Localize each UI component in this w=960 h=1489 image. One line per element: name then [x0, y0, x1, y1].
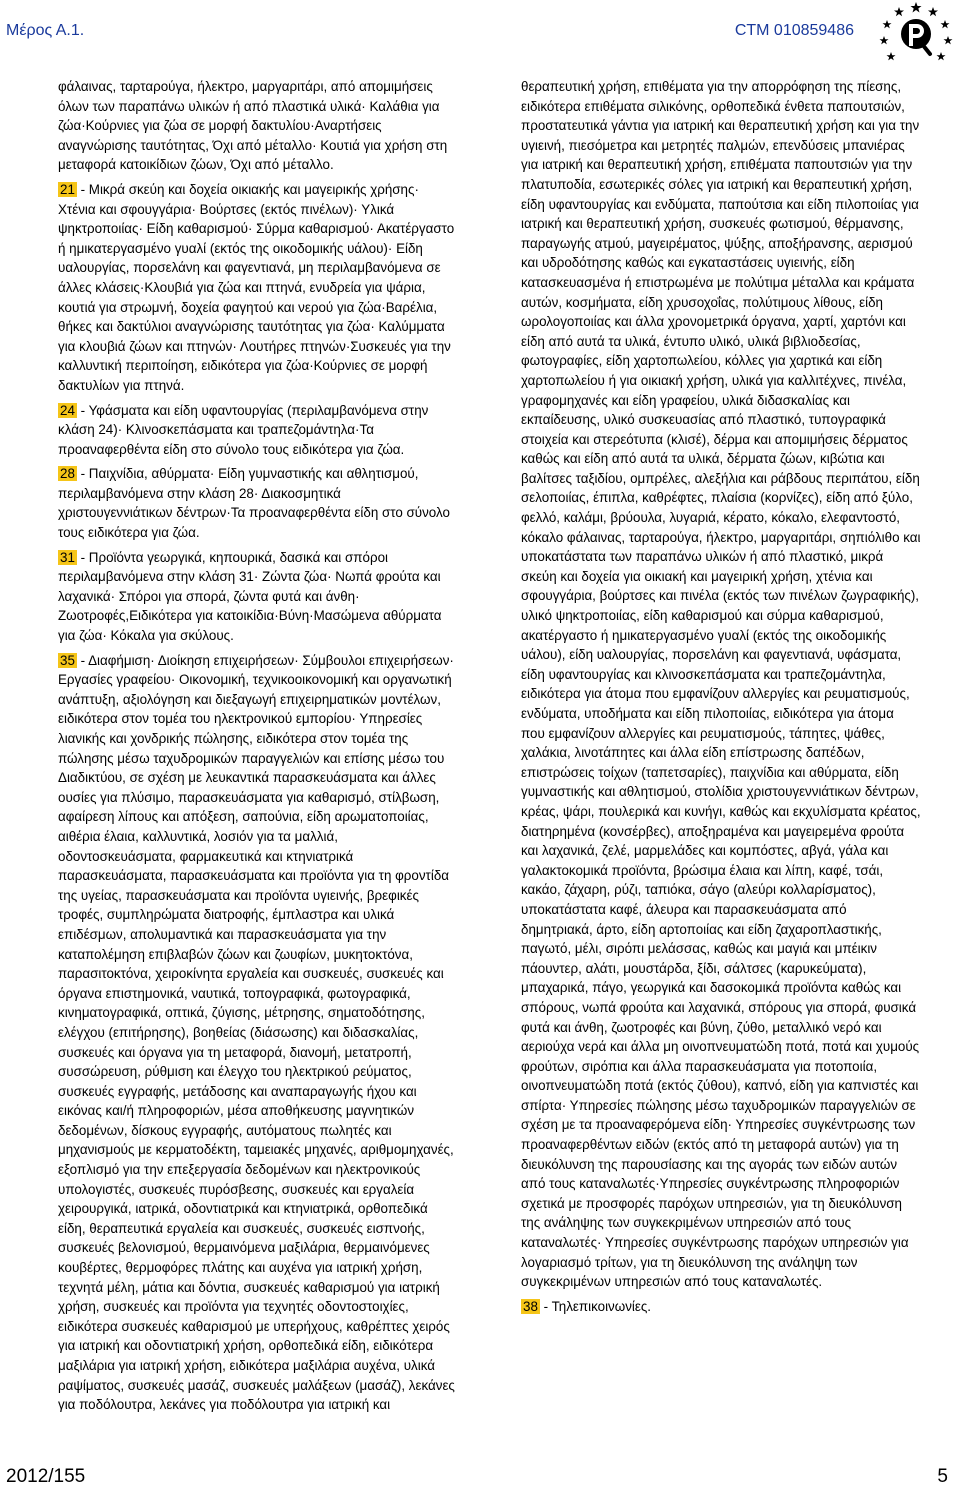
class-24-paragraph: [58, 401, 458, 460]
class-38-text: - Τηλεπικοινωνίες.: [539, 1298, 652, 1314]
class-38-number: 38: [523, 1298, 538, 1314]
paragraph-continuation: φάλαινας, ταρταρούγα, ήλεκτρο, μαργαριτάρι, από απομιμήσεις όλων των παραπάνω υλικών ή από πλαστικά υλικά· Καλάθια για ζώα·Κούρνιες για ζώα σε μορφή δακτυλίου·Αναρτήσεις αναγνώρισης ταυτότητας, Όχι από μέταλλο· Κουτιά για χρήση στη μεταφορά κατοικίδιων ζώων, Όχι από μέταλλο.: [58, 79, 448, 173]
class-24-text: - Υφάσματα και είδη υφαντουργίας (περιλαμβανόμενα στην κλάση 24)· Κλινοσκεπάσματα και τραπεζομάντηλα·Τα προαναφερθέντα είδη στο σύνολο τους ειδικότερα για ζώα.: [58, 402, 429, 457]
right-column: [521, 77, 921, 1321]
class-28-paragraph: [58, 464, 458, 542]
class-38-paragraph: [521, 1297, 921, 1317]
class-35-text: - Διαφήμιση· Διοίκηση επιχειρήσεων· Σύμβουλοι επιχειρήσεων· Εργασίες γραφείου· Οικονομική, τεχνικοοικονομική και οργανωτική ανάπτυξη, αξιολόγηση και διεξαγωγή επιχειρηματικών μοντέλων, ειδικότερα στον τομέα του ηλεκτρονικού εμπορίου· Υπηρεσίες λιανικής και χονδρικής πώλησης, ειδικότερα στον τομέα της πώλησης μέσω ταχυδρομικών παραγγελιών και επίσης μέσω του Διαδικτύου, σε σχέση με λευκαντικά παρασκευάσματα και άλλες ουσίες για πλύσιμο, παρασκευάσματα για καθαρισμό, στίλβωση, αφαίρεση λίπους και απόξεση, σαπούνια, είδη αρωματοποιίας, αιθέρια έλαια, καλλυντικά, λοσιόν για τα μαλλιά, οδοντοσκευάσματα, φαρμακευτικά και κτηνιατρικά παρασκευάσματα, παρασκευάσματα και προϊόντα για τη φροντίδα της υγείας, παρασκευάσματα και προϊόντα υγιεινής, βρεφικές τροφές, συμπληρώματα διατροφής, έμπλαστρα και υλικά επιδέσμων, απολυμαντικά και παρασκευάσματα για την καταπολέμηση επιβλαβών ζώων και ζωυφίων, μυκητοκτόνα, παρασιτοκτόνα, χειροκίνητα εργαλεία και συσκευές, συσκευές και όργανα επιστημονικά, ναυτικά, τοπογραφικά, φωτογραφικά, κινηματογραφικά, οπτικά, ζύγισης, μέτρησης, σηματοδότησης, ελέγχου (επιτήρησης), βοηθείας (διάσωσης) και διδασκαλίας, συσκευές και όργανα για τη μεταφορά, διανομή, μετατροπή, συσσώρευση, ρύθμιση και έλεγχο του ηλεκτρικού ρεύματος, συσκευές εγγραφής, μετάδοσης και αναπαραγωγής ήχου και εικόνας και/ή πληροφοριών, μέσα αποθήκευσης μαγνητικών δεδομένων, δίσκους εγγραφής, αυτόματους πωλητές και μηχανισμούς με κερματοδέκτη, ταμειακές μηχανές, αριθμομηχανές, εξοπλισμό για την επεξεργασία δεδομένων και ηλεκτρονικούς υπολογιστές, συσκευές πυρόσβεσης, συσκευές και εργαλεία χειρουργικά, ιατρικά, οδοντιατρικά και κτηνιατρικά, ορθοπεδικά είδη, θεραπευτικά εργαλεία και συσκευές, συσκευές εισπνοής, συσκευές βελονισμού, θερμαινόμενα μαξιλάρια, θερμαινόμενες κουβέρτες, θερμοφόρες πλάτης και αυχένα για ιατρική χρήση, τεχνητά μέλη, μάτια και δόντια, συσκευές καθαρισμού για ιατρική χρήση, συσκευές και προϊόντα για τεχνητές οδοντοστοιχίες, ειδικότερα συσκευές καθαρισμού με υπερήχους, καθρέπτες χειρός για ιατρική και οδοντιατρική χρήση, ορθοπεδικά είδη, ειδικότερα μαξιλάρια για ιατρική χρήση, ειδικότερα μαξιλάρια αυχένα, υλικά ραψίματος, συσκευές μασάζ, συσκευές μαλάξεων (μασάζ), λεκάνες για ποδόλουτρα, λεκάνες για ποδόλουτρα για ιατρική και: [58, 652, 455, 1413]
bulletin-number: 2012/155: [6, 1466, 86, 1487]
class-24-number: 24: [60, 402, 75, 418]
class-31-paragraph: [58, 548, 458, 646]
class-31-text: - Προϊόντα γεωργικά, κηπουρικά, δασικά και σπόροι περιλαμβανόμενα στην κλάση 31· Ζώντα ζώα· Νωπά φρούτα και λαχανικά· Σπόροι για σπορά, ζώντα φυτά και άνθη· Ζωοτροφές,Ειδικότερα για κατοικίδια·Βύνη·Μασώμενα αθύρματα για ζώα· Κόκαλα για σκύλους.: [58, 549, 442, 644]
page-number: 5: [937, 1466, 948, 1487]
eu-stars-logo-icon: [878, 0, 954, 68]
class-35-continuation: θεραπευτική χρήση, επιθέματα για την απορρόφηση της πίεσης, ειδικότερα επιθέματα σιλικόνης, ορθοπεδικά ένθετα παπουτσιών, προστατευτικά γάντια για ιατρική και θεραπευτική χρήση και για την υγιεινή, πιεσόμετρα και μετρητές παλμών, επενδύσεις μπανιέρας για ιατρική και θεραπευτική χρήση, επιθέματα παπουτσιών για την πλατυποδία, εσωτερικές σόλες για ιατρική και θεραπευτική χρήση, είδη υφαντουργίας και ενδύματα, παπούτσια και είδη πιλοποιίας για ιατρική και θεραπευτική χρήση, συσκευές φωτισμού, θέρμανσης, παραγωγής ατμού, μαγειρέματος, ψύξης, αποξήρανσης, αερισμού και υδροδότησης καθώς και εγκαταστάσεις υγιεινής, είδη κατασκευασμένα ή επιστρωμένα με πολύτιμα μέταλλα και κράματα αυτών, κοσμήματα, είδη χρυσοχοΐας, πολύτιμους λίθους, είδη ωρολογοποιίας και άλλα χρονομετρικά όργανα, χαρτί, χαρτόνι και είδη από αυτά τα υλικά, έντυπο υλικό, υλικά βιβλιοδεσίας, φωτογραφίες, είδη χαρτοπωλείου, κόλλες για χαρτικά και είδη χαρτοπωλείου ή για οικιακή χρήση, υλικά για καλλιτέχνες, πινέλα, γραφομηχανές και είδη γραφείου, υλικά διδασκαλίας και εκπαίδευσης, υλικό συσκευασίας από πλαστικό, τυπογραφικά στοιχεία και στερεότυπα (κλισέ), δέρμα και απομιμήσεις δέρματος καθώς και είδη από αυτά τα υλικά, δέρματα ζώων, κιβώτια και βαλίτσες ταξιδίου, ομπρέλες, αλεξήλια και ράβδους περιπάτου, είδη σελοποιίας, έπιπλα, καθρέφτες, πλαίσια (κορνίζες), είδη από ξύλο, φελλό, καλάμι, βρύουλα, λυγαριά, κέρατο, κόκαλο, ελεφαντοστό, κόκαλο φάλαινας, ταρταρούγα, ήλεκτρο, μαργαριτάρι, σηπιόλιθο και υποκατάστατα των παραπάνω υλικών ή από πλαστικό, μικρά σκεύη και δοχεία για οικιακή και μαγειρική χρήση, χτένια και σφουγγάρια, βούρτσες και πινέλα (εκτός των πινέλων ζωγραφικής), υλικό ψηκτροποιίας, είδη καθαρισμού και σύρμα καθαρισμού, ακατέργαστο ή ημικατεργασμένο γυαλί (εκτός της οικοδομικής υάλου), είδη υαλουργίας, πορσελάνη και φαγεντιανά, υφάσματα, είδη υφαντουργίας και κλινοσκεπάσματα και τραπεζομάντηλα, ειδικότερα για άτομα που εμφανίζουν αλλεργίες και ρευματισμούς, ενδύματα, υποδήματα και είδη πιλοποιίας, ειδικότερα για άτομα που εμφανίζουν αλλεργίες και ρευματισμούς, τάπητες, ψάθες, χαλάκια, λινοτάπητες και άλλα είδη επίστρωσης δαπέδων, επιστρώσεις τοίχων (ταπετσαρίες), παιχνίδια και αθύρματα, είδη γυμναστικής και αθλητισμού, στολίδια χριστουγεννιάτικων δέντρων, κρέας, ψάρι, πουλερικά και κυνήγι, καθώς και εκχυλίσματα κρέατος, διατηρημένα (κονσέρβες), αποξηραμένα και μαγειρεμένα φρούτα και λαχανικά, ζελέ, μαρμελάδες και κομπόστες, αβγά, γάλα και γαλακτοκομικά προϊόντα, βρώσιμα έλαια και λίπη, καφέ, τσάι, κακάο, ζάχαρη, ρύζι, ταπιόκα, σάγο (αλεύρι κολλαρίσματος), υποκατάστατα καφέ, άλευρα και παρασκευάσματα από δημητριακά, άρτο, είδη αρτοποιίας και είδη ζαχαροπλαστικής, παγωτό, μέλι, σιρόπι μελάσσας, καθώς και μαγιά και μπέικιν πάουντερ, αλάτι, μουστάρδα, ξίδι, σάλτσες (καρυκεύματα), μπαχαρικά, πάγο, γεωργικά και δασοκομικά προϊόντα καθώς και σπόρους, νωπά φρούτα και λαχανικά, σπόρους για σπορά, φυσικά φυτά και άνθη, ζωοτροφές και βύνη, ζύθο, μεταλλικό νερό και αεριούχα νερά και άλλα μη οινοπνευματώδη ποτά, ποτά και χυμούς φρούτων, σιρόπια και άλλα παρασκευάσματα για ποτοποιία, οινοπνευματώδη ποτά (εκτός ζύθου), καπνό, είδη για καπνιστές και σπίρτα· Υπηρεσίες πώλησης μέσω ταχυδρομικών παραγγελιών σε σχέση με τα προαναφερόμενα είδη· Υπηρεσίες συγκέντρωσης των προαναφερθέντων ειδών (εκτός από τη μεταφορά αυτών) για τη διευκόλυνση της παρουσίασης και της αγοράς των ειδών αυτών από τους καταναλωτές·Υπηρεσίες συγκέντρωσης πληροφοριών σχετικά με προσφορές παρόχων υπηρεσιών, για τη διευκόλυνση της ανάληψης των συγκεκριμένων υπηρεσιών από τους καταναλωτές· Υπηρεσίες συγκέντρωσης παρόχων υπηρεσιών για λογαριασμό τρίτων, για τη διευκόλυνση της ανάληψη των συγκεκριμένων υπηρεσιών από τους καταναλωτές.: [521, 79, 921, 1290]
class-21-paragraph: [58, 180, 458, 396]
class-28-number: 28: [60, 466, 75, 482]
class-28-text: - Παιχνίδια, αθύρματα· Είδη γυμναστικής και αθλητισμού, περιλαμβανόμενα στην κλάση 28· Διακοσμητικά χριστουγεννιάτικων δέντρων·Τα προαναφερθέντα είδη στο σύνολο τους ειδικότερα για ζώα.: [58, 466, 450, 541]
class-31-number: 31: [60, 549, 75, 565]
class-21-number: 21: [60, 181, 75, 197]
class-35-number: 35: [60, 652, 75, 668]
class-21-text: - Μικρά σκεύη και δοχεία οικιακής και μαγειρικής χρήσης· Χτένια και σφουγγάρια· Βούρτσες (εκτός πινέλων)· Υλικά ψηκτροποιίας· Είδη καθαρισμού· Σύρμα καθαρισμού· Ακατέργαστο ή ημικατεργασμένο γυαλί (εκτός της οικοδομικής υάλου)· Είδη υαλουργίας, πορσελάνη και φαγεντιανά, μη περιλαμβανόμενα σε άλλες κλάσεις·Κλουβιά για ζώα και πτηνά, ενυδρεία για ψάρια, κουτιά για στρωμνή, δοχεία φαγητού και νερού για ζώα·Βαρέλια, θήκες και δακτύλιοι αναγνώρισης ταυτότητας για ζώα· Καλύμματα για κλουβιά ζώων και πτηνών· Λουτήρες πτηνών·Συσκευές για την καλλυντική περιποίηση, ειδικότερα για ζώα·Κούρνιες σε μορφή δακτυλίων για πτηνά.: [58, 181, 455, 393]
left-column: [58, 77, 458, 1420]
class-35-paragraph: [58, 651, 458, 1415]
part-label: Μέρος Α.1.: [6, 22, 85, 39]
ctm-number: CTM 010859486: [734, 22, 854, 39]
